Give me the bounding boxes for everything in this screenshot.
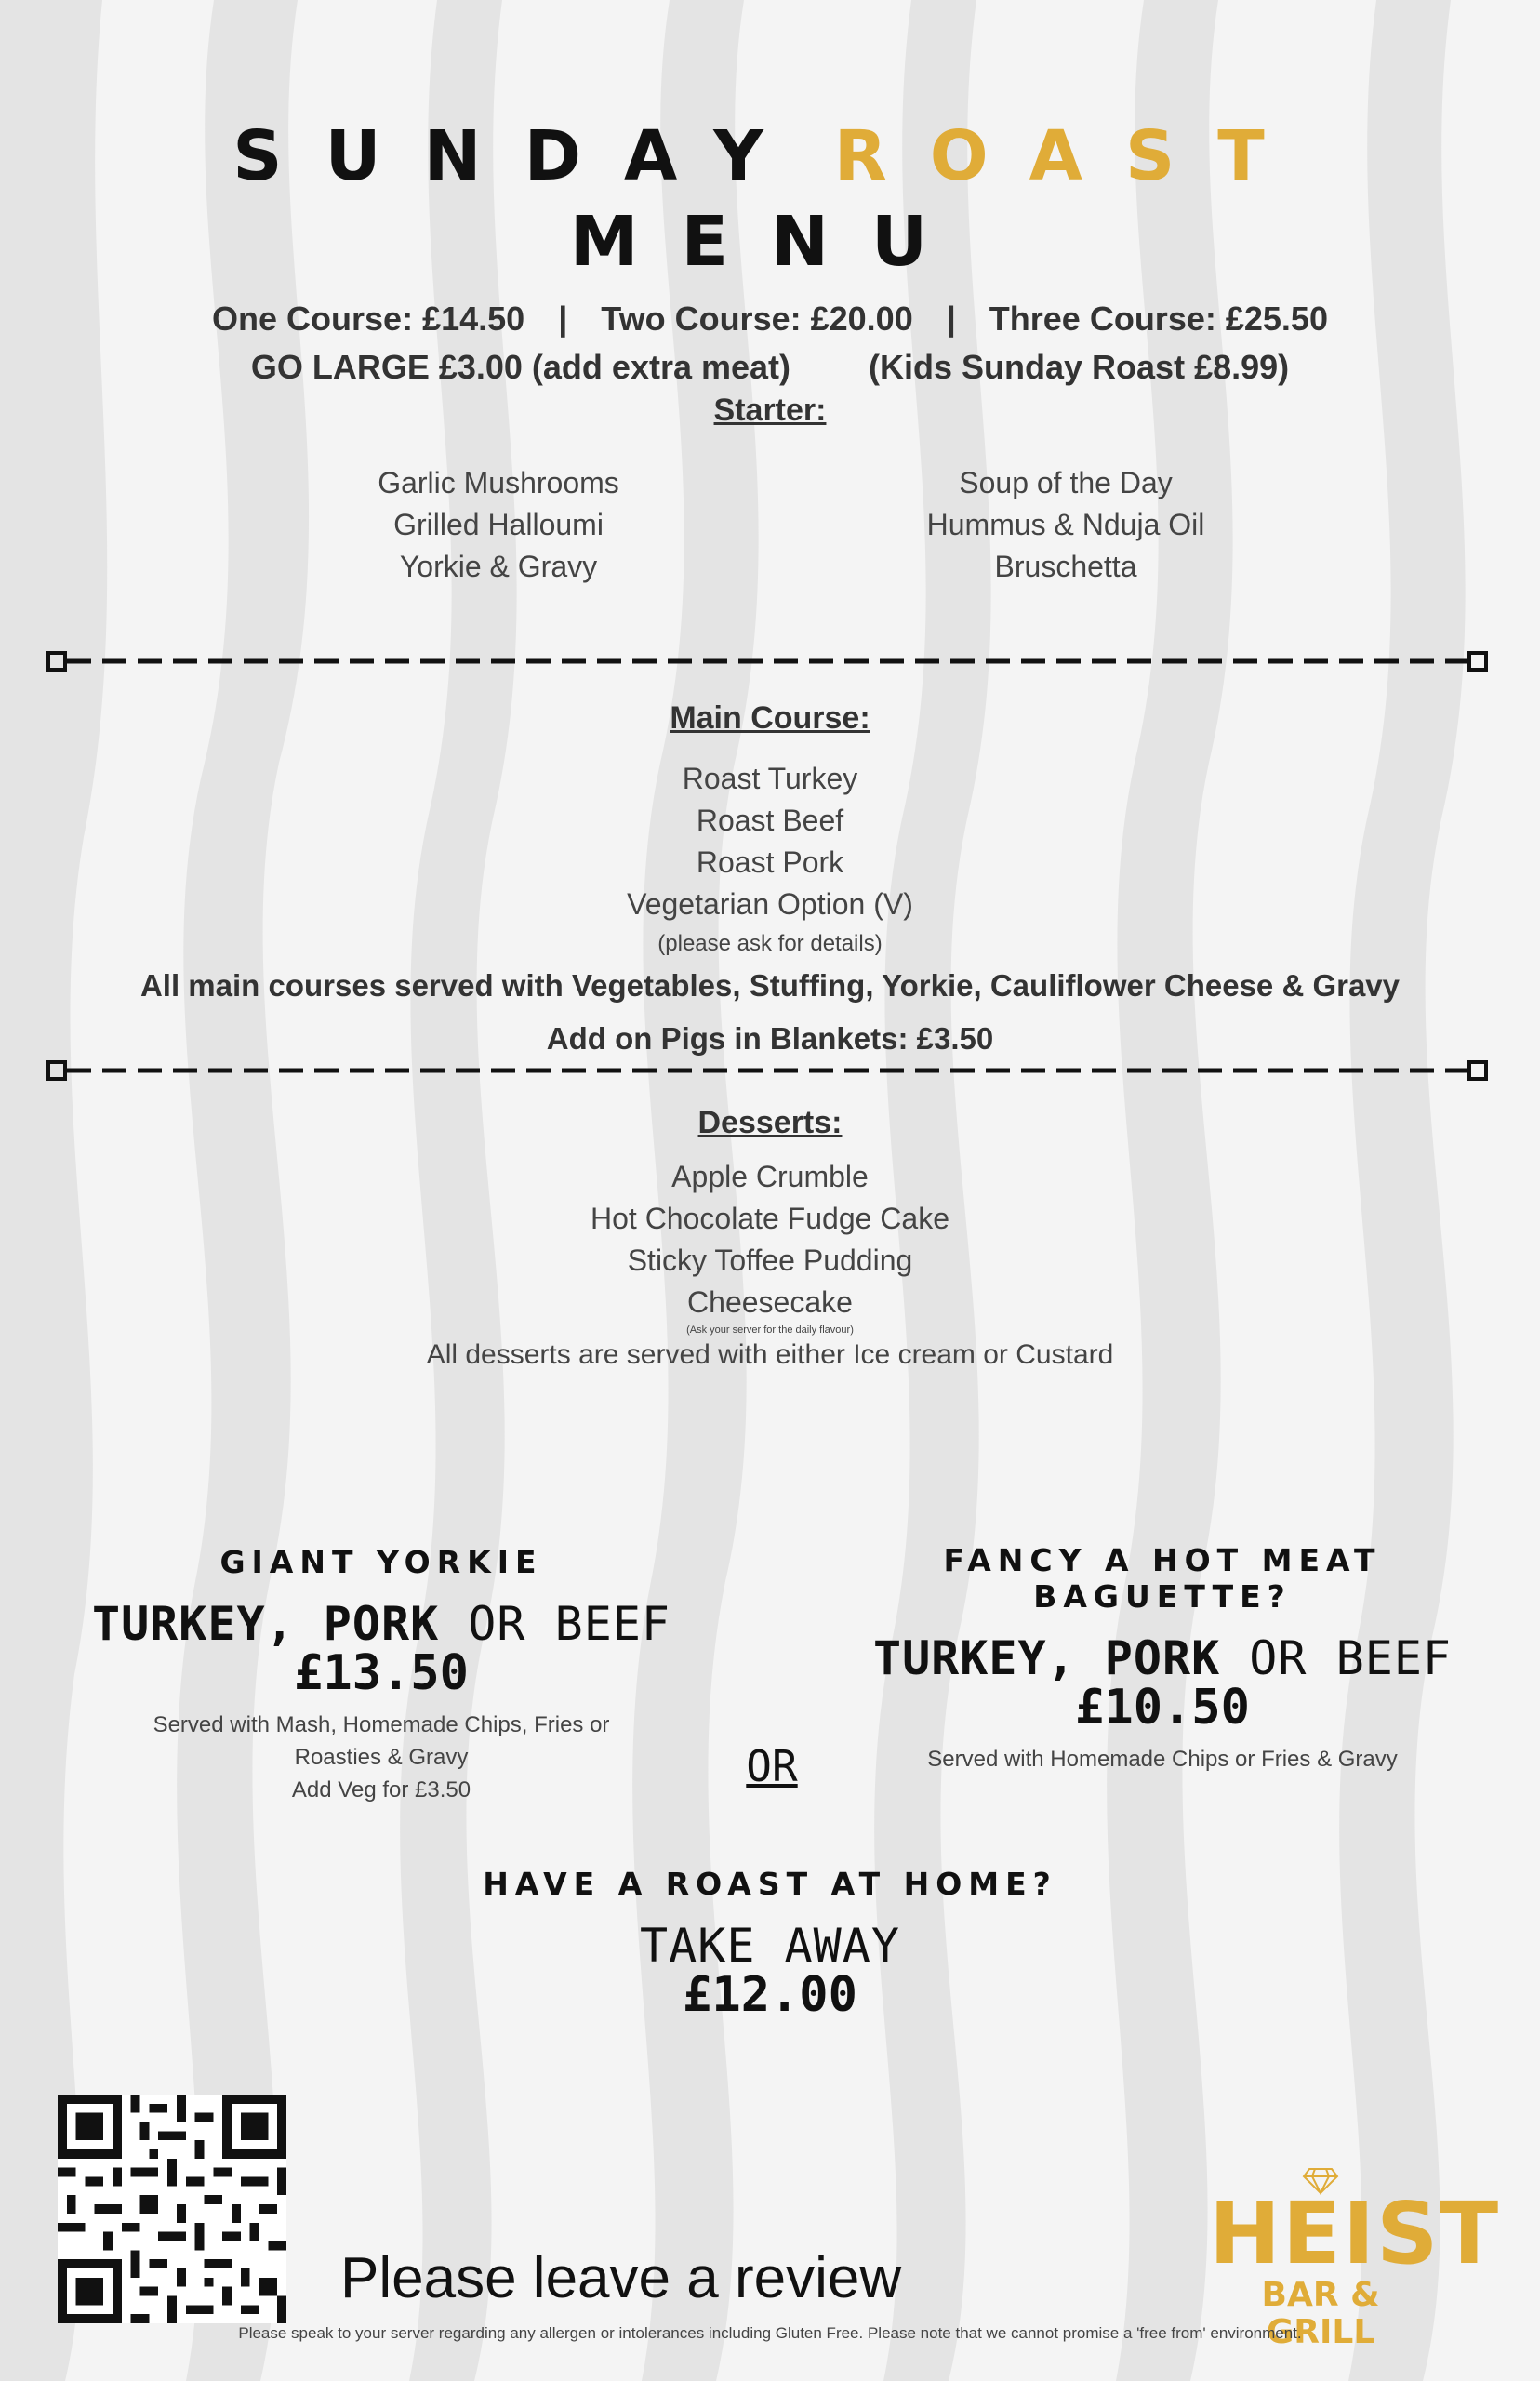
section-divider [46, 1060, 1488, 1083]
allergen-note: Please speak to your server regarding any allergen or intolerances including Gluten Free. Please note that we cannot promise a 'free from' environment. [238, 2324, 1302, 2342]
main-course-served-with: All main courses served with Vegetables, Stuffing, Yorkie, Cauliflower Cheese & Gravy [139, 968, 1401, 1003]
giant-yorkie-desc-2: Roasties & Gravy [294, 1745, 469, 1770]
cheesecake-flavour-note: (Ask your server for the daily flavour) [686, 1324, 854, 1336]
giant-yorkie-meats-rest: OR BEEF [439, 1597, 671, 1651]
baguette-meats-rest: OR BEEF [1220, 1631, 1453, 1685]
starter-item: Yorkie & Gravy [399, 550, 598, 583]
leave-review-text: Please leave a review [340, 2246, 902, 2310]
dessert-item: Apple Crumble [671, 1160, 869, 1193]
giant-yorkie-meats [56, 1597, 707, 1651]
starter-item: Soup of the Day [959, 466, 1173, 499]
baguette-section [809, 1542, 1516, 1776]
takeaway-label: TAKE AWAY [640, 1919, 900, 1973]
desserts-served-with: All desserts are served with either Ice cream or Custard [426, 1339, 1114, 1370]
main-course-item: Vegetarian Option (V) [627, 887, 913, 921]
starter-item: Bruschetta [994, 550, 1137, 583]
or-label: OR [746, 1741, 798, 1791]
desserts-list [0, 1156, 1540, 1324]
kids-roast-price: (Kids Sunday Roast £8.99) [869, 348, 1290, 386]
dessert-item: Hot Chocolate Fudge Cake [591, 1202, 949, 1235]
title-line-1 [0, 116, 1540, 196]
vegetarian-note: (please ask for details) [657, 931, 883, 956]
logo-subtitle: BAR & GRILL [1261, 2276, 1380, 2351]
desserts-heading: Desserts: [697, 1105, 843, 1140]
starter-heading: Starter: [713, 392, 827, 428]
starter-list-left [312, 462, 684, 588]
starter-item: Grilled Halloumi [393, 508, 604, 541]
main-course-item: Roast Pork [696, 845, 844, 879]
logo-name: HEIST [1209, 2184, 1501, 2283]
baguette-meats [809, 1631, 1516, 1685]
baguette-desc: Served with Homemade Chips or Fries & Gravy [927, 1747, 1398, 1772]
title-line-2 [0, 202, 1540, 282]
main-course-list [0, 758, 1540, 925]
title-roast: ROAST [833, 116, 1308, 196]
giant-yorkie-desc-3: Add Veg for £3.50 [291, 1777, 471, 1802]
starter-item: Hummus & Nduja Oil [926, 508, 1205, 541]
main-course-item: Roast Turkey [682, 762, 858, 795]
starter-item: Garlic Mushrooms [378, 466, 619, 499]
giant-yorkie-heading: GIANT YORKIE [219, 1544, 543, 1580]
title-sunday: SUNDAY [232, 116, 806, 196]
pigs-in-blankets-addon: Add on Pigs in Blankets: £3.50 [546, 1021, 994, 1056]
takeaway-heading: HAVE A ROAST AT HOME? [483, 1866, 1057, 1902]
takeaway-price: £12.00 [683, 1967, 857, 2023]
takeaway-section [0, 1866, 1540, 2023]
starter-list-right [880, 462, 1252, 588]
go-large-price: GO LARGE £3.00 (add extra meat) [250, 348, 791, 386]
three-course-price: Three Course: £25.50 [989, 299, 1328, 338]
qr-code-icon[interactable] [58, 2095, 286, 2323]
giant-yorkie-section [56, 1544, 707, 1806]
price-separator: | [558, 299, 568, 338]
baguette-meats-bold: TURKEY, PORK [872, 1631, 1221, 1685]
giant-yorkie-desc-1: Served with Mash, Homemade Chips, Fries or [153, 1712, 610, 1737]
giant-yorkie-meats-bold: TURKEY, PORK [91, 1597, 440, 1651]
title-menu: MENU [569, 202, 971, 282]
main-course-item: Roast Beef [696, 804, 844, 837]
course-pricing [0, 299, 1540, 339]
section-divider [46, 651, 1488, 673]
dessert-item: Sticky Toffee Pudding [627, 1244, 913, 1277]
two-course-price: Two Course: £20.00 [601, 299, 913, 338]
main-course-heading: Main Course: [670, 700, 870, 736]
baguette-heading: FANCY A HOT MEAT BAGUETTE? [943, 1542, 1382, 1615]
dessert-item: Cheesecake [687, 1285, 853, 1319]
giant-yorkie-price: £13.50 [294, 1645, 469, 1701]
one-course-price: One Course: £14.50 [212, 299, 525, 338]
extras-pricing [0, 348, 1540, 387]
baguette-price: £10.50 [1075, 1680, 1250, 1736]
price-separator: | [946, 299, 956, 338]
